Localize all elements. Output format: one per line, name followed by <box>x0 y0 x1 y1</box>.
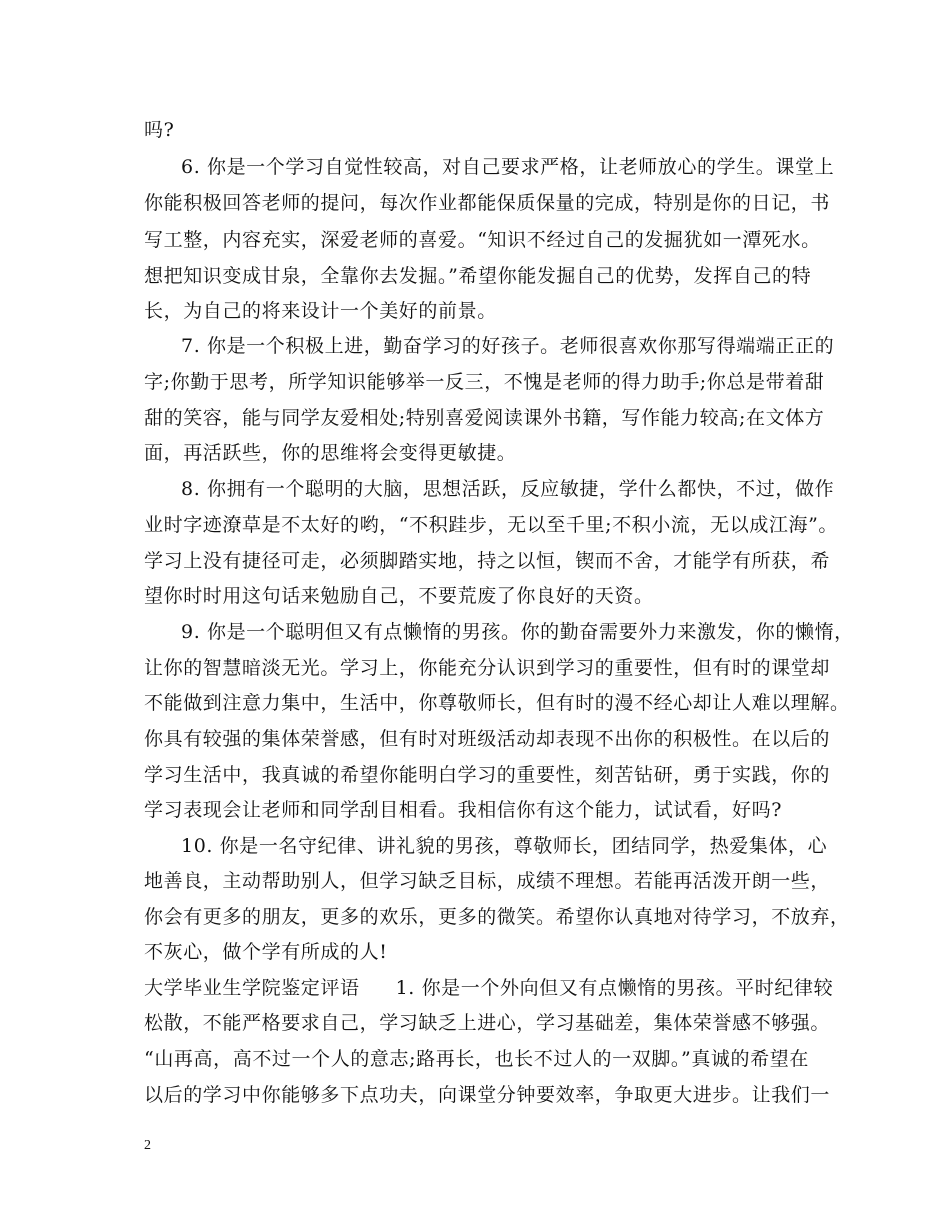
text-line: 学习表现会让老师和同学刮目相看。我相信你有这个能力，试试看，好吗? <box>144 799 782 821</box>
text-line: 吗? <box>144 119 175 141</box>
text-line: 面，再活跃些，你的思维将会变得更敏捷。 <box>144 442 517 464</box>
text-line: 8. 你拥有一个聪明的大脑，思想活跃，反应敏捷，学什么都快，不过，做作 <box>181 478 835 500</box>
text-line: 望你时时用这句话来勉励自己，不要荒废了你良好的天资。 <box>144 585 654 607</box>
text-line: 不灰心，做个学有所成的人! <box>144 941 388 963</box>
text-line: 你能积极回答老师的提问，每次作业都能保质保量的完成，特别是你的日记，书 <box>144 192 831 214</box>
text-line: 6. 你是一个学习自觉性较高，对自己要求严格，让老师放心的学生。课堂上 <box>181 156 835 178</box>
text-line: 想把知识变成甘泉，全靠你去发掘。”希望你能发掘自己的优势，发挥自己的特 <box>144 265 812 287</box>
text-line: 让你的智慧暗淡无光。学习上，你能充分认识到学习的重要性，但有时的课堂却 <box>144 657 831 679</box>
text-line: “山再高，高不过一个人的意志;路再长，也长不过人的一双脚。”真诚的希望在 <box>144 1048 809 1070</box>
page-number: 2 <box>144 1138 151 1153</box>
text-line: 学习上没有捷径可走，必须脚踏实地，持之以恒，锲而不舍，才能学有所获，希 <box>144 550 831 572</box>
text-line: 业时字迹潦草是不太好的哟，“不积跬步，无以至千里;不积小流，无以成江海”。 <box>144 514 839 536</box>
text-line: 你会有更多的朋友，更多的欢乐，更多的微笑。希望你认真地对待学习，不放弃， <box>144 906 850 928</box>
text-line: 写工整，内容充实，深爱老师的喜爱。“知识不经过自己的发掘犹如一潭死水。 <box>144 229 821 251</box>
text-line: 7. 你是一个积极上进，勤奋学习的好孩子。老师很喜欢你那写得端端正正的 <box>181 335 835 357</box>
text-line: 以后的学习中你能够多下点功夫，向课堂分钟要效率，争取更大进步。让我们一 <box>144 1084 831 1106</box>
text-line: 甜的笑容，能与同学友爱相处;特别喜爱阅读课外书籍，写作能力较高;在文体方 <box>144 407 825 429</box>
text-line: 不能做到注意力集中，生活中，你尊敬师长，但有时的漫不经心却让人难以理解。 <box>144 692 850 714</box>
section-title: 大学毕业生学院鉴定评语 <box>144 977 360 999</box>
text-line: 长，为自己的将来设计一个美好的前景。 <box>144 300 497 322</box>
text-line: 松散，不能严格要求自己，学习缺乏上进心，学习基础差，集体荣誉感不够强。 <box>144 1012 831 1034</box>
text-line: 字;你勤于思考，所学知识能够举一反三，不愧是老师的得力助手;你总是带着甜 <box>144 371 825 393</box>
section-line <box>144 976 833 1000</box>
text-line: 1. 你是一个外向但又有点懒惰的男孩。平时纪律较 <box>395 977 834 999</box>
text-line: 你具有较强的集体荣誉感，但有时对班级活动却表现不出你的积极性。在以后的 <box>144 728 831 750</box>
text-line: 地善良，主动帮助别人，但学习缺乏目标，成绩不理想。若能再活泼开朗一些， <box>144 870 831 892</box>
text-line: 学习生活中，我真诚的希望你能明白学习的重要性，刻苦钻研，勇于实践，你的 <box>144 764 831 786</box>
text-line: 9. 你是一个聪明但又有点懒惰的男孩。你的勤奋需要外力来激发，你的懒惰， <box>181 621 854 643</box>
text-line: 10. 你是一名守纪律、讲礼貌的男孩，尊敬师长，团结同学，热爱集体，心 <box>181 835 828 857</box>
